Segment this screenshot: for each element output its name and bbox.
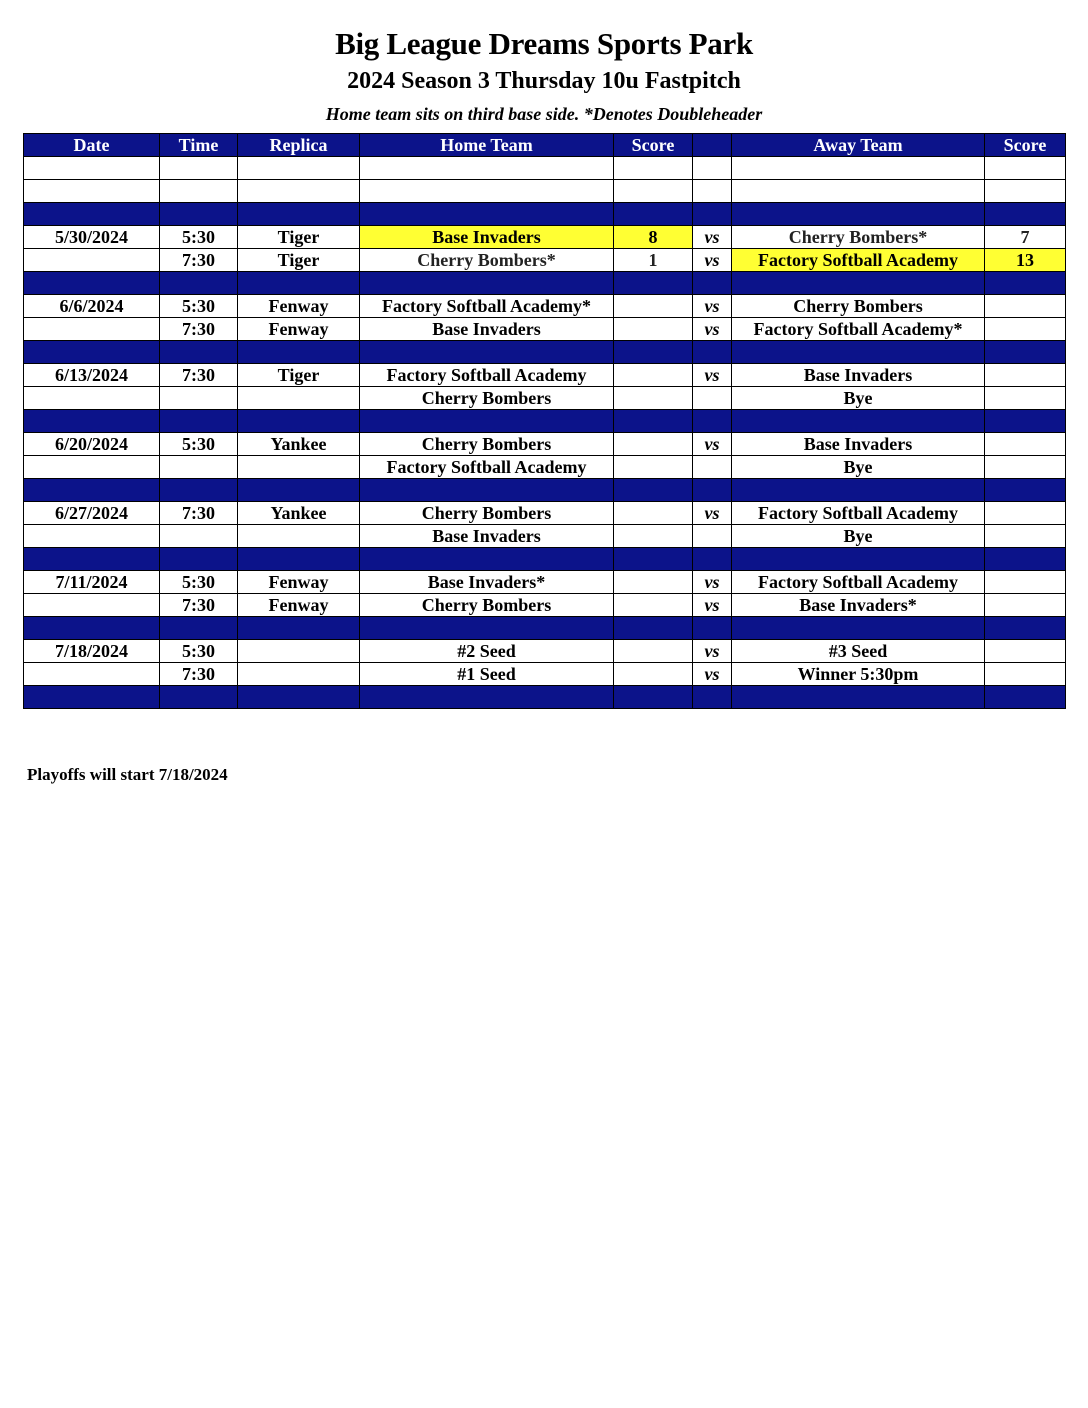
time-cell: 7:30	[160, 594, 238, 617]
replica-cell: Fenway	[238, 594, 360, 617]
time-cell	[160, 410, 238, 433]
home-team-cell: Base Invaders	[360, 525, 614, 548]
home-team-cell: Factory Softball Academy*	[360, 295, 614, 318]
home-score-cell: 1	[614, 249, 693, 272]
vs-cell	[693, 387, 732, 410]
time-cell: 7:30	[160, 364, 238, 387]
table-row	[24, 525, 1066, 548]
away-score-cell	[985, 548, 1066, 571]
home-score-cell	[614, 272, 693, 295]
vs-cell	[693, 548, 732, 571]
away-score-cell	[985, 686, 1066, 709]
date-cell	[24, 410, 160, 433]
replica-cell: Tiger	[238, 226, 360, 249]
vs-cell	[693, 157, 732, 180]
time-cell: 5:30	[160, 640, 238, 663]
away-score-cell	[985, 180, 1066, 203]
vs-cell: vs	[693, 318, 732, 341]
away-score-cell	[985, 456, 1066, 479]
separator-row	[24, 272, 1066, 295]
date-cell	[24, 548, 160, 571]
vs-cell	[693, 180, 732, 203]
home-score-cell: 8	[614, 226, 693, 249]
column-header-date: Date	[24, 134, 160, 157]
replica-cell	[238, 663, 360, 686]
date-cell	[24, 387, 160, 410]
table-row	[24, 433, 1066, 456]
home-team-cell: Factory Softball Academy	[360, 364, 614, 387]
date-cell	[24, 272, 160, 295]
blank-row	[24, 180, 1066, 203]
replica-cell	[238, 686, 360, 709]
away-team-cell	[732, 272, 985, 295]
home-score-cell	[614, 502, 693, 525]
away-team-cell: Factory Softball Academy	[732, 249, 985, 272]
time-cell	[160, 180, 238, 203]
home-score-cell	[614, 318, 693, 341]
replica-cell	[238, 203, 360, 226]
home-score-cell	[614, 203, 693, 226]
away-team-cell	[732, 410, 985, 433]
away-score-cell	[985, 410, 1066, 433]
time-cell	[160, 387, 238, 410]
home-score-cell	[614, 617, 693, 640]
replica-cell: Yankee	[238, 433, 360, 456]
home-team-cell: Factory Softball Academy	[360, 456, 614, 479]
home-score-cell	[614, 341, 693, 364]
table-row	[24, 295, 1066, 318]
date-cell	[24, 686, 160, 709]
date-cell	[24, 318, 160, 341]
away-score-cell	[985, 640, 1066, 663]
home-team-cell	[360, 203, 614, 226]
replica-cell	[238, 272, 360, 295]
column-header-away-score: Score	[985, 134, 1066, 157]
home-team-cell: Base Invaders	[360, 318, 614, 341]
home-score-cell	[614, 663, 693, 686]
time-cell	[160, 686, 238, 709]
replica-cell	[238, 479, 360, 502]
vs-cell	[693, 410, 732, 433]
vs-cell	[693, 272, 732, 295]
time-cell: 5:30	[160, 226, 238, 249]
table-row	[24, 249, 1066, 272]
date-cell	[24, 594, 160, 617]
home-team-cell: Cherry Bombers	[360, 387, 614, 410]
time-cell: 7:30	[160, 502, 238, 525]
time-cell	[160, 157, 238, 180]
home-score-cell	[614, 433, 693, 456]
date-cell: 6/13/2024	[24, 364, 160, 387]
home-score-cell	[614, 640, 693, 663]
vs-cell: vs	[693, 594, 732, 617]
replica-cell: Tiger	[238, 249, 360, 272]
separator-row	[24, 479, 1066, 502]
date-cell	[24, 456, 160, 479]
away-team-cell: Bye	[732, 456, 985, 479]
away-team-cell: Cherry Bombers*	[732, 226, 985, 249]
home-team-cell: #1 Seed	[360, 663, 614, 686]
table-row	[24, 663, 1066, 686]
home-team-cell	[360, 341, 614, 364]
home-score-cell	[614, 180, 693, 203]
replica-cell	[238, 456, 360, 479]
table-row	[24, 387, 1066, 410]
home-team-cell	[360, 686, 614, 709]
away-score-cell	[985, 663, 1066, 686]
vs-cell: vs	[693, 640, 732, 663]
away-team-cell	[732, 617, 985, 640]
away-team-cell: Winner 5:30pm	[732, 663, 985, 686]
replica-cell: Fenway	[238, 318, 360, 341]
vs-cell: vs	[693, 226, 732, 249]
separator-row	[24, 686, 1066, 709]
time-cell: 5:30	[160, 571, 238, 594]
replica-cell: Yankee	[238, 502, 360, 525]
date-cell	[24, 663, 160, 686]
home-team-cell	[360, 548, 614, 571]
away-score-cell	[985, 364, 1066, 387]
schedule-body	[24, 157, 1066, 709]
home-score-cell	[614, 456, 693, 479]
time-cell: 5:30	[160, 433, 238, 456]
home-score-cell	[614, 479, 693, 502]
replica-cell	[238, 640, 360, 663]
date-cell	[24, 479, 160, 502]
away-score-cell	[985, 617, 1066, 640]
vs-cell: vs	[693, 502, 732, 525]
away-score-cell	[985, 295, 1066, 318]
home-score-cell	[614, 571, 693, 594]
table-row	[24, 226, 1066, 249]
replica-cell	[238, 341, 360, 364]
table-row	[24, 640, 1066, 663]
time-cell	[160, 272, 238, 295]
away-team-cell: #3 Seed	[732, 640, 985, 663]
vs-cell	[693, 686, 732, 709]
home-score-cell	[614, 364, 693, 387]
home-score-cell	[614, 410, 693, 433]
home-team-cell	[360, 180, 614, 203]
time-cell: 5:30	[160, 295, 238, 318]
vs-cell: vs	[693, 663, 732, 686]
away-score-cell	[985, 341, 1066, 364]
home-team-cell	[360, 479, 614, 502]
away-team-cell: Factory Softball Academy	[732, 571, 985, 594]
home-team-cell: Base Invaders*	[360, 571, 614, 594]
away-score-cell	[985, 594, 1066, 617]
home-score-cell	[614, 295, 693, 318]
away-team-cell	[732, 686, 985, 709]
home-score-cell	[614, 686, 693, 709]
vs-cell: vs	[693, 295, 732, 318]
time-cell: 7:30	[160, 318, 238, 341]
away-score-cell	[985, 157, 1066, 180]
date-cell: 6/20/2024	[24, 433, 160, 456]
date-cell	[24, 341, 160, 364]
replica-cell	[238, 617, 360, 640]
separator-row	[24, 341, 1066, 364]
away-score-cell	[985, 433, 1066, 456]
separator-row	[24, 617, 1066, 640]
away-score-cell	[985, 571, 1066, 594]
home-team-cell: Cherry Bombers	[360, 502, 614, 525]
date-cell	[24, 180, 160, 203]
replica-cell: Tiger	[238, 364, 360, 387]
home-team-cell	[360, 410, 614, 433]
replica-cell	[238, 410, 360, 433]
vs-cell	[693, 341, 732, 364]
table-row	[24, 456, 1066, 479]
vs-cell	[693, 525, 732, 548]
column-header-vs	[693, 134, 732, 157]
column-header-time: Time	[160, 134, 238, 157]
page-title: Big League Dreams Sports Park	[335, 26, 753, 61]
home-score-cell	[614, 594, 693, 617]
away-team-cell: Base Invaders*	[732, 594, 985, 617]
home-team-cell	[360, 617, 614, 640]
away-team-cell: Factory Softball Academy	[732, 502, 985, 525]
replica-cell	[238, 525, 360, 548]
date-cell: 6/27/2024	[24, 502, 160, 525]
date-cell	[24, 525, 160, 548]
column-header-home-team: Home Team	[360, 134, 614, 157]
away-team-cell: Cherry Bombers	[732, 295, 985, 318]
page-subtitle: 2024 Season 3 Thursday 10u Fastpitch	[347, 68, 741, 94]
table-row	[24, 364, 1066, 387]
replica-cell: Fenway	[238, 571, 360, 594]
schedule-note: Home team sits on third base side. *Denotes Doubleheader	[325, 104, 763, 124]
home-team-cell	[360, 272, 614, 295]
away-team-cell	[732, 548, 985, 571]
separator-row	[24, 410, 1066, 433]
table-row	[24, 571, 1066, 594]
vs-cell	[693, 456, 732, 479]
home-score-cell	[614, 157, 693, 180]
home-team-cell	[360, 157, 614, 180]
home-score-cell	[614, 548, 693, 571]
replica-cell	[238, 387, 360, 410]
blank-row	[24, 157, 1066, 180]
vs-cell	[693, 617, 732, 640]
schedule-table	[23, 133, 1066, 709]
column-header-home-score: Score	[614, 134, 693, 157]
date-cell	[24, 249, 160, 272]
vs-cell: vs	[693, 249, 732, 272]
away-score-cell: 13	[985, 249, 1066, 272]
away-score-cell	[985, 525, 1066, 548]
time-cell: 7:30	[160, 663, 238, 686]
away-team-cell: Bye	[732, 387, 985, 410]
column-header-away-team: Away Team	[732, 134, 985, 157]
date-cell	[24, 157, 160, 180]
column-header-replica: Replica	[238, 134, 360, 157]
away-score-cell: 7	[985, 226, 1066, 249]
home-team-cell: Base Invaders	[360, 226, 614, 249]
replica-cell	[238, 180, 360, 203]
away-score-cell	[985, 272, 1066, 295]
vs-cell: vs	[693, 364, 732, 387]
away-team-cell: Factory Softball Academy*	[732, 318, 985, 341]
replica-cell: Fenway	[238, 295, 360, 318]
home-team-cell: Cherry Bombers	[360, 433, 614, 456]
away-team-cell: Bye	[732, 525, 985, 548]
time-cell	[160, 341, 238, 364]
time-cell	[160, 456, 238, 479]
away-team-cell	[732, 157, 985, 180]
vs-cell: vs	[693, 433, 732, 456]
away-team-cell	[732, 180, 985, 203]
vs-cell	[693, 479, 732, 502]
separator-row	[24, 548, 1066, 571]
date-cell: 5/30/2024	[24, 226, 160, 249]
away-team-cell: Base Invaders	[732, 433, 985, 456]
time-cell: 7:30	[160, 249, 238, 272]
away-team-cell: Base Invaders	[732, 364, 985, 387]
header-row	[24, 134, 1066, 157]
date-cell	[24, 617, 160, 640]
date-cell: 6/6/2024	[24, 295, 160, 318]
away-score-cell	[985, 318, 1066, 341]
time-cell	[160, 548, 238, 571]
table-row	[24, 502, 1066, 525]
away-score-cell	[985, 387, 1066, 410]
away-team-cell	[732, 203, 985, 226]
date-cell	[24, 203, 160, 226]
vs-cell	[693, 203, 732, 226]
date-cell: 7/18/2024	[24, 640, 160, 663]
home-team-cell: Cherry Bombers*	[360, 249, 614, 272]
separator-row	[24, 203, 1066, 226]
home-team-cell: Cherry Bombers	[360, 594, 614, 617]
table-row	[24, 594, 1066, 617]
vs-cell: vs	[693, 571, 732, 594]
replica-cell	[238, 548, 360, 571]
replica-cell	[238, 157, 360, 180]
away-team-cell	[732, 479, 985, 502]
away-score-cell	[985, 479, 1066, 502]
playoffs-note: Playoffs will start 7/18/2024	[27, 765, 228, 784]
date-cell: 7/11/2024	[24, 571, 160, 594]
time-cell	[160, 479, 238, 502]
away-score-cell	[985, 203, 1066, 226]
home-score-cell	[614, 525, 693, 548]
home-score-cell	[614, 387, 693, 410]
time-cell	[160, 203, 238, 226]
away-score-cell	[985, 502, 1066, 525]
time-cell	[160, 617, 238, 640]
time-cell	[160, 525, 238, 548]
away-team-cell	[732, 341, 985, 364]
table-row	[24, 318, 1066, 341]
home-team-cell: #2 Seed	[360, 640, 614, 663]
